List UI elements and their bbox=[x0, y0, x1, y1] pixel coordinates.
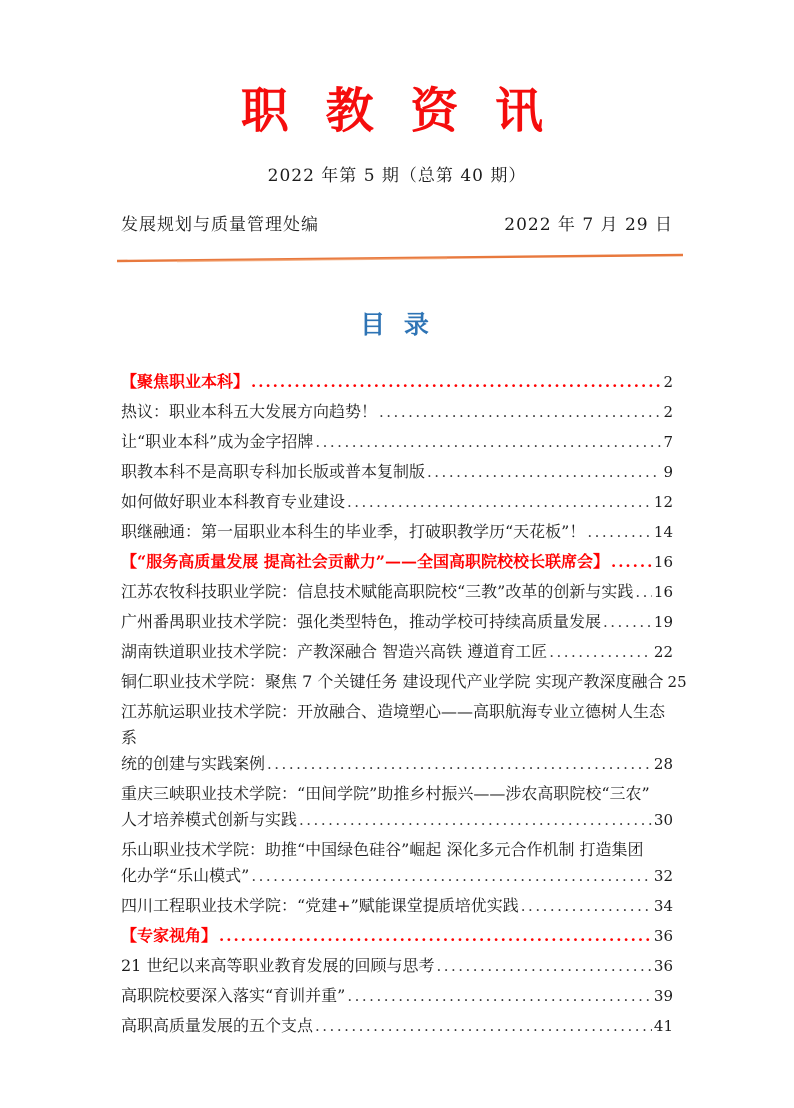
toc-entry-text: 湖南铁道职业技术学院：产教深融合 智造兴高铁 遵道育工匠 bbox=[121, 642, 548, 662]
toc-entry-text: 广州番禺职业技术学院：强化类型特色，推动学校可持续高质量发展 bbox=[121, 612, 602, 632]
dot-leader bbox=[267, 751, 652, 777]
toc-entry[interactable] bbox=[121, 699, 673, 777]
toc-entry-text: 【聚焦职业本科】 bbox=[121, 372, 250, 392]
toc-list bbox=[121, 369, 687, 1039]
toc-page-number: 36 bbox=[653, 957, 673, 976]
toc-entry[interactable] bbox=[121, 609, 673, 635]
toc-entry-wrapped-lines bbox=[121, 781, 673, 807]
toc-entry-text: 重庆三峡职业技术学院：“田间学院”助推乡村振兴——涉农高职院校“三农” bbox=[121, 784, 650, 804]
dot-leader bbox=[436, 953, 651, 979]
toc-entry-text: 让“职业本科”成为金字招牌 bbox=[121, 432, 314, 452]
dot-leader bbox=[251, 369, 661, 395]
toc-entry-text: 如何做好职业本科教育专业建设 bbox=[121, 492, 346, 512]
dot-leader bbox=[379, 399, 661, 425]
toc-entry-text: 铜仁职业技术学院：聚焦 7 个关键任务 建设现代产业学院 实现产教深度融合 bbox=[121, 672, 664, 692]
issue-line: 2022 年第 5 期（总第 40 期） bbox=[267, 166, 527, 187]
toc-entry[interactable] bbox=[121, 579, 673, 605]
toc-entry-text: 化办学“乐山模式” bbox=[121, 866, 250, 886]
toc-entry[interactable] bbox=[121, 1013, 673, 1039]
toc-entry-text: 江苏农牧科技职业学院：信息技术赋能高职院校“三教”改革的创新与实践 bbox=[121, 582, 634, 602]
dot-leader bbox=[611, 549, 652, 575]
toc-entry-text: 人才培养模式创新与实践 bbox=[121, 810, 298, 830]
toc-page-number: 16 bbox=[653, 553, 673, 572]
toc-page-number: 34 bbox=[653, 897, 673, 916]
dot-leader bbox=[219, 923, 652, 949]
dot-leader bbox=[299, 807, 652, 833]
toc-page-number: 32 bbox=[653, 867, 673, 886]
toc-entry-text: 【专家视角】 bbox=[121, 926, 218, 946]
toc-entry[interactable] bbox=[121, 983, 673, 1009]
toc-entry-text: 乐山职业技术学院：助推“中国绿色硅谷”崛起 深化多元合作机制 打造集团 bbox=[121, 840, 644, 860]
toc-entry-text: 热议：职业本科五大发展方向趋势！ bbox=[121, 402, 378, 422]
toc-page-number: 22 bbox=[653, 643, 673, 662]
toc-page-number: 16 bbox=[653, 583, 673, 602]
toc-entry-wrapped-lines bbox=[121, 837, 673, 863]
toc-entry-text: 21 世纪以来高等职业教育发展的回顾与思考 bbox=[121, 956, 435, 976]
toc-page-number: 14 bbox=[653, 523, 673, 542]
toc-page-number: 28 bbox=[653, 755, 673, 774]
dot-leader bbox=[347, 489, 652, 515]
header-divider bbox=[117, 249, 673, 261]
toc-page-number: 39 bbox=[653, 987, 673, 1006]
editor-line: 发展规划与质量管理处编 bbox=[121, 215, 319, 236]
toc-page-number: 30 bbox=[653, 811, 673, 830]
toc-entry-text: 四川工程职业技术学院：“党建+”赋能课堂提质培优实践 bbox=[121, 896, 519, 916]
toc-entry[interactable] bbox=[121, 923, 673, 949]
journal-title: 职 教 资 讯 bbox=[240, 83, 554, 139]
dot-leader bbox=[603, 609, 652, 635]
toc-entry[interactable] bbox=[121, 429, 673, 455]
toc-page-number: 9 bbox=[663, 463, 673, 482]
dot-leader bbox=[427, 459, 661, 485]
dot-leader bbox=[587, 519, 652, 545]
toc-entry[interactable] bbox=[121, 489, 673, 515]
dot-leader bbox=[521, 893, 652, 919]
toc-entry[interactable] bbox=[121, 459, 673, 485]
toc-entry-wrapped-lines bbox=[121, 699, 673, 751]
toc-entry[interactable] bbox=[121, 399, 673, 425]
dot-leader bbox=[315, 429, 661, 455]
toc-entry-text: 职继融通：第一届职业本科生的毕业季，打破职教学历“天花板”！ bbox=[121, 522, 586, 542]
toc-page-number: 7 bbox=[663, 433, 673, 452]
toc-entry-text: 【“服务高质量发展 提高社会贡献力”——全国高职院校校长联席会】 bbox=[121, 552, 609, 572]
toc-page-number: 2 bbox=[663, 373, 673, 392]
toc-entry-text: 统的创建与实践案例 bbox=[121, 754, 266, 774]
toc-entry[interactable] bbox=[121, 369, 673, 395]
date-line: 2022 年 7 月 29 日 bbox=[504, 215, 673, 236]
dot-leader bbox=[315, 1013, 652, 1039]
toc-entry[interactable] bbox=[121, 669, 687, 695]
toc-entry[interactable] bbox=[121, 519, 673, 545]
toc-page-number: 2 bbox=[663, 403, 673, 422]
toc-entry[interactable] bbox=[121, 639, 673, 665]
toc-entry-text: 高职高质量发展的五个支点 bbox=[121, 1016, 314, 1036]
toc-entry[interactable] bbox=[121, 549, 673, 575]
toc-heading: 目 录 bbox=[360, 310, 434, 340]
toc-page-number: 36 bbox=[653, 927, 673, 946]
toc-entry[interactable] bbox=[121, 781, 673, 833]
toc-entry[interactable] bbox=[121, 837, 673, 889]
toc-entry-text: 职教本科不是高职专科加长版或普本复制版 bbox=[121, 462, 426, 482]
toc-entry-text: 高职院校要深入落实“育训并重” bbox=[121, 986, 346, 1006]
dot-leader bbox=[635, 579, 652, 605]
dot-leader bbox=[251, 863, 652, 889]
toc-page-number: 25 bbox=[667, 673, 687, 692]
dot-leader bbox=[347, 983, 652, 1009]
toc-entry-text: 江苏航运职业技术学院：开放融合、造境塑心——高职航海专业立德树人生态系 bbox=[121, 702, 666, 748]
toc-page-number: 12 bbox=[653, 493, 673, 512]
toc-entry[interactable] bbox=[121, 893, 673, 919]
toc-page-number: 41 bbox=[653, 1017, 673, 1036]
toc-entry[interactable] bbox=[121, 953, 673, 979]
meta-row bbox=[121, 210, 673, 235]
dot-leader bbox=[549, 639, 652, 665]
toc-page-number: 19 bbox=[653, 613, 673, 632]
document-page bbox=[121, 0, 687, 1039]
